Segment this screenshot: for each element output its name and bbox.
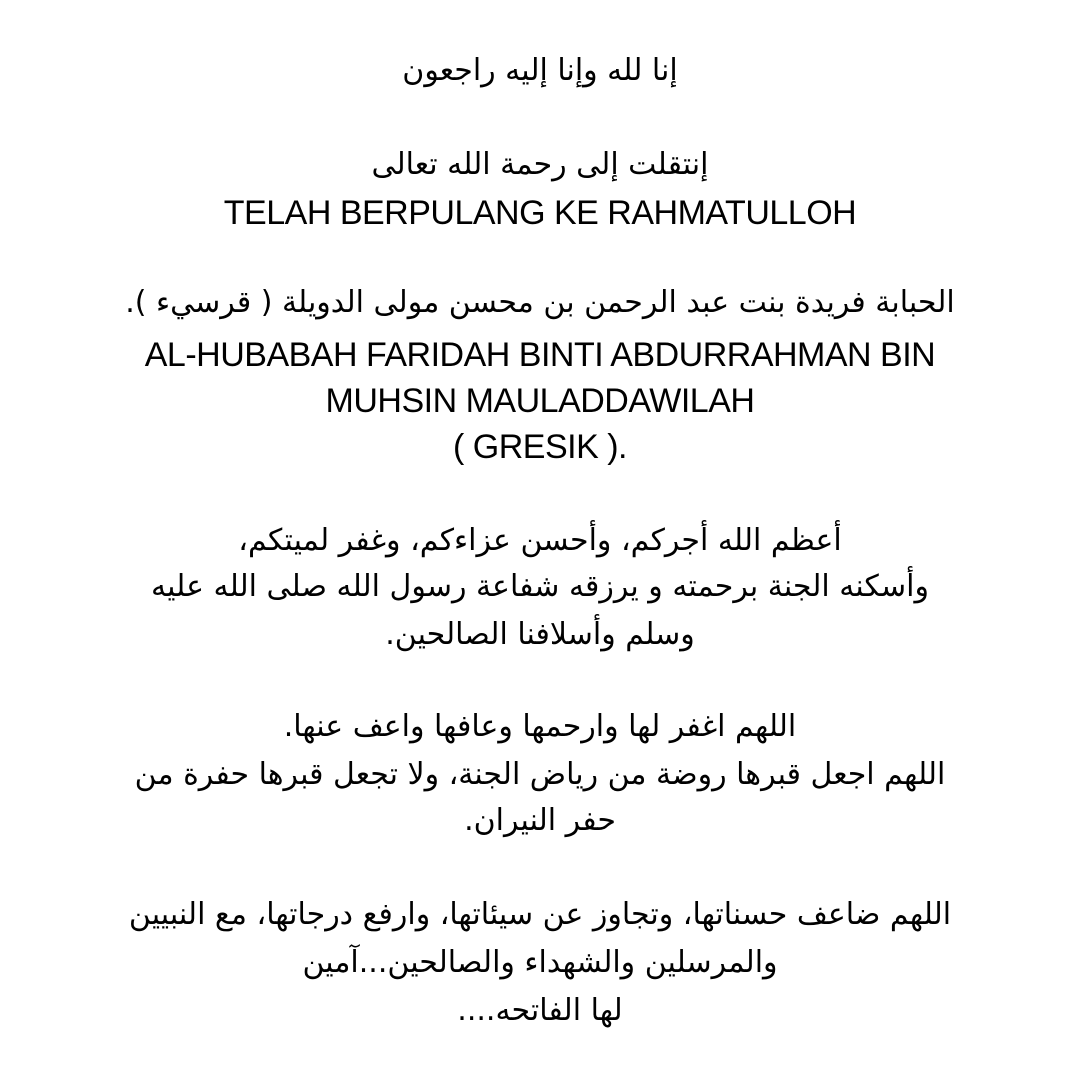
condolence-line-2: وأسكنه الجنة برحمته و يرزقه شفاعة رسول الله صلى الله عليه: [151, 569, 929, 604]
prayer-forgiveness-line-2: اللهم اجعل قبرها روضة من رياض الجنة، ولا تجعل قبرها حفرة من: [134, 757, 946, 792]
prayer-forgiveness-line-3: حفر النيران.: [464, 803, 616, 838]
prayer-elevation-line-2: والمرسلين والشهداء والصالحين...آمين: [302, 945, 778, 980]
announcement-indonesian: TELAH BERPULANG KE RAHMATULLOH: [223, 194, 857, 232]
prayer-forgiveness-line-1: اللهم اغفر لها وارحمها وعافها واعف عنها.: [283, 709, 797, 744]
condolence-line-1: أعظم الله أجركم، وأحسن عزاءكم، وغفر لميتكم،: [238, 523, 842, 558]
announcement-arabic: إنتقلت إلى رحمة الله تعالى: [371, 147, 709, 182]
prayer-elevation-line-1: اللهم ضاعف حسناتها، وتجاوز عن سيئاتها، وارفع درجاتها، مع النبيين: [128, 897, 952, 932]
deceased-name-latin-line-1: AL-HUBABAH FARIDAH BINTI ABDURRAHMAN BIN: [144, 336, 936, 374]
deceased-name-arabic: الحبابة فريدة بنت عبد الرحمن بن محسن مولى الدويلة ( قرسيء ).: [125, 285, 955, 320]
istirja-heading: إنا لله وإنا إليه راجعون: [402, 53, 678, 88]
condolence-line-3: وسلم وأسلافنا الصالحين.: [385, 617, 695, 652]
deceased-name-latin-line-2: MUHSIN MAULADDAWILAH: [325, 382, 755, 420]
deceased-name-latin-line-3: ( GRESIK ).: [453, 428, 627, 466]
fatiha-request: لها الفاتحه....: [457, 993, 623, 1028]
